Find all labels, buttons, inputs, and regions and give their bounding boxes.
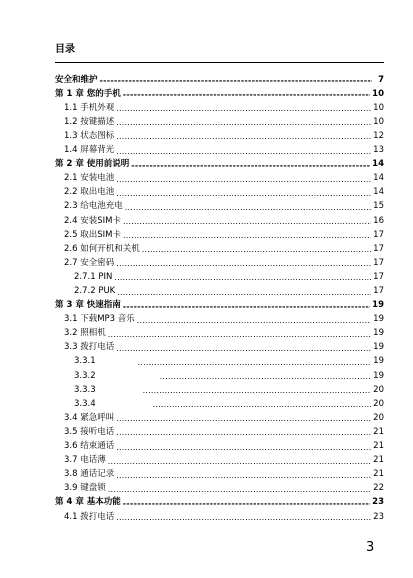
toc-entry-label: 第 4 章 基本功能: [55, 497, 121, 507]
toc-leader-dots: [116, 471, 371, 479]
toc-entry-label: 3.3.3: [74, 384, 96, 395]
toc-entry[interactable]: [55, 310, 384, 324]
toc-entry-label: 3.3.1: [74, 356, 96, 366]
toc-entry-page: 10: [372, 88, 384, 99]
toc-entry[interactable]: [55, 126, 384, 140]
toc-leader-dots: [123, 499, 370, 507]
toc-entry-page: 15: [373, 201, 384, 211]
toc-entry-page: 17: [373, 271, 384, 282]
toc-leader-dots: [117, 288, 371, 296]
toc-leader-dots: [116, 132, 371, 140]
toc-entry-page: 23: [373, 511, 384, 521]
toc-entry-page: 14: [373, 187, 384, 197]
toc-leader-dots: [116, 104, 371, 112]
toc-leader-dots: [123, 231, 371, 239]
toc-entry[interactable]: [55, 197, 384, 211]
toc-entry[interactable]: [55, 112, 384, 126]
toc-entry[interactable]: [55, 70, 384, 84]
toc-entry-page: 13: [373, 145, 384, 155]
toc-entry-label: 3.1 下载MP3 音乐: [64, 314, 135, 324]
toc-entry-page: 10: [373, 102, 384, 113]
toc-entry-page: 19: [372, 300, 384, 310]
toc-entry-label: 2.7.1 PIN: [74, 271, 113, 282]
toc-entry-page: 20: [373, 412, 384, 423]
toc-entry-label: 安全和维护: [55, 74, 98, 85]
toc-entry-label: 3.7 电话薄: [64, 455, 106, 465]
toc-entry[interactable]: [55, 338, 384, 352]
toc-entry-label: 2.7.2 PUK: [74, 286, 116, 296]
toc-leader-dots: [116, 428, 371, 436]
toc-entry-label: 第 3 章 快速指南: [55, 300, 121, 310]
toc-entry-page: 17: [373, 286, 384, 296]
toc-leader-dots: [123, 302, 370, 310]
toc-leader-dots: [142, 245, 371, 253]
toc-entry[interactable]: [55, 225, 384, 239]
toc-leader-dots: [116, 259, 371, 267]
toc-entry-page: 16: [373, 215, 384, 226]
page-number: 3: [366, 540, 375, 555]
toc-entry[interactable]: [55, 352, 384, 366]
toc-entry[interactable]: [55, 451, 384, 465]
toc-entry-page: 12: [373, 130, 384, 141]
toc-entry-label: 3.9 键盘锁: [64, 483, 106, 493]
toc-entry-page: 19: [373, 356, 384, 366]
toc-entry-label: 2.4 安装SIM卡: [64, 215, 121, 226]
toc-leader-dots: [125, 203, 371, 211]
toc-entry-page: 21: [373, 426, 384, 437]
toc-entry[interactable]: [55, 436, 384, 450]
toc-entry-page: 10: [373, 116, 384, 127]
toc-leader-dots: [108, 485, 371, 493]
toc-entry-label: 3.2 照相机: [64, 328, 106, 338]
toc-entry-label: 1.4 屏幕背光: [64, 145, 115, 155]
toc-entry-label: 2.2 取出电池: [64, 187, 115, 197]
toc-leader-dots: [100, 76, 372, 84]
page-title: 目录: [55, 44, 75, 55]
toc-leader-dots: [138, 358, 372, 366]
toc-entry-page: 23: [372, 497, 384, 507]
divider-top: [55, 62, 384, 63]
toc-entry[interactable]: [55, 84, 384, 98]
toc-entry-label: 3.3 拨打电话: [64, 342, 115, 352]
toc-entry-page: 19: [373, 314, 384, 324]
toc-entry[interactable]: [55, 155, 384, 169]
toc-entry[interactable]: [55, 422, 384, 436]
toc-leader-dots: [108, 330, 371, 338]
toc-entry-label: 3.3.2: [74, 370, 96, 381]
toc-entry-page: 20: [373, 384, 384, 395]
toc-entry[interactable]: [55, 479, 384, 493]
toc-leader-dots: [153, 400, 372, 408]
toc-entry[interactable]: [55, 394, 384, 408]
toc-entry[interactable]: [55, 281, 384, 295]
toc-entry[interactable]: [55, 267, 384, 281]
toc-entry-label: 3.4 紧急呼叫: [64, 412, 115, 423]
toc-entry[interactable]: [55, 211, 384, 225]
toc-leader-dots: [116, 118, 371, 126]
toc-entry-page: 21: [373, 455, 384, 465]
toc-entry-page: 20: [373, 398, 384, 409]
toc-entry[interactable]: [55, 465, 384, 479]
toc-entry-page: 17: [373, 229, 384, 240]
toc-entry-label: 1.2 按键描述: [64, 116, 115, 127]
toc-leader-dots: [116, 344, 371, 352]
toc-entry-label: 3.5 接听电话: [64, 426, 115, 437]
table-of-contents: [55, 70, 384, 521]
toc-entry-page: 14: [372, 159, 384, 169]
toc-entry-page: 21: [373, 469, 384, 479]
toc-leader-dots: [116, 513, 371, 521]
toc-entry[interactable]: [55, 296, 384, 310]
toc-leader-dots: [123, 217, 371, 225]
toc-entry-page: 21: [373, 441, 384, 451]
toc-entry-page: 19: [373, 342, 384, 352]
toc-leader-dots: [116, 443, 371, 451]
toc-entry[interactable]: [55, 239, 384, 253]
toc-entry[interactable]: [55, 493, 384, 507]
toc-entry[interactable]: [55, 408, 384, 422]
toc-entry[interactable]: [55, 380, 384, 394]
toc-entry-label: 2.6 如何开机和关机: [64, 243, 140, 254]
toc-entry-label: 第 1 章 您的手机: [55, 88, 121, 99]
toc-entry-label: 1.1 手机外观: [64, 102, 115, 113]
toc-leader-dots: [143, 386, 372, 394]
toc-entry-page: 14: [373, 173, 384, 183]
toc-entry[interactable]: [55, 98, 384, 112]
toc-leader-dots: [160, 372, 372, 380]
toc-leader-dots: [116, 147, 371, 155]
toc-leader-dots: [108, 457, 371, 465]
toc-entry-page: 22: [373, 483, 384, 493]
toc-leader-dots: [137, 316, 371, 324]
toc-entry-page: 19: [373, 370, 384, 381]
toc-entry-label: 第 2 章 使用前说明: [55, 159, 130, 169]
toc-leader-dots: [131, 161, 370, 169]
toc-entry-label: 3.6 结束通话: [64, 441, 115, 451]
toc-leader-dots: [123, 90, 370, 98]
toc-entry[interactable]: [55, 507, 384, 521]
toc-entry[interactable]: [55, 253, 384, 267]
toc-entry[interactable]: [55, 324, 384, 338]
toc-leader-dots: [116, 175, 371, 183]
toc-entry-label: 2.7 安全密码: [64, 257, 115, 268]
toc-entry-page: 17: [373, 257, 384, 268]
toc-entry[interactable]: [55, 169, 384, 183]
toc-entry-label: 2.3 给电池充电: [64, 201, 123, 211]
toc-leader-dots: [116, 414, 371, 422]
toc-entry-label: 4.1 拨打电话: [64, 511, 115, 521]
toc-entry-page: 17: [373, 243, 384, 254]
toc-entry-page: 7: [378, 74, 384, 85]
toc-entry-label: 3.3.4: [74, 398, 96, 409]
toc-entry-label: 1.3 状态图标: [64, 130, 115, 141]
toc-entry-label: 3.8 通话记录: [64, 469, 115, 479]
toc-entry[interactable]: [55, 140, 384, 154]
toc-entry-label: 2.5 取出SIM卡: [64, 229, 121, 240]
toc-leader-dots: [116, 189, 371, 197]
toc-entry-page: 19: [373, 328, 384, 338]
toc-entry-label: 2.1 安装电池: [64, 173, 115, 183]
toc-entry[interactable]: [55, 366, 384, 380]
toc-leader-dots: [114, 273, 371, 281]
toc-entry[interactable]: [55, 183, 384, 197]
